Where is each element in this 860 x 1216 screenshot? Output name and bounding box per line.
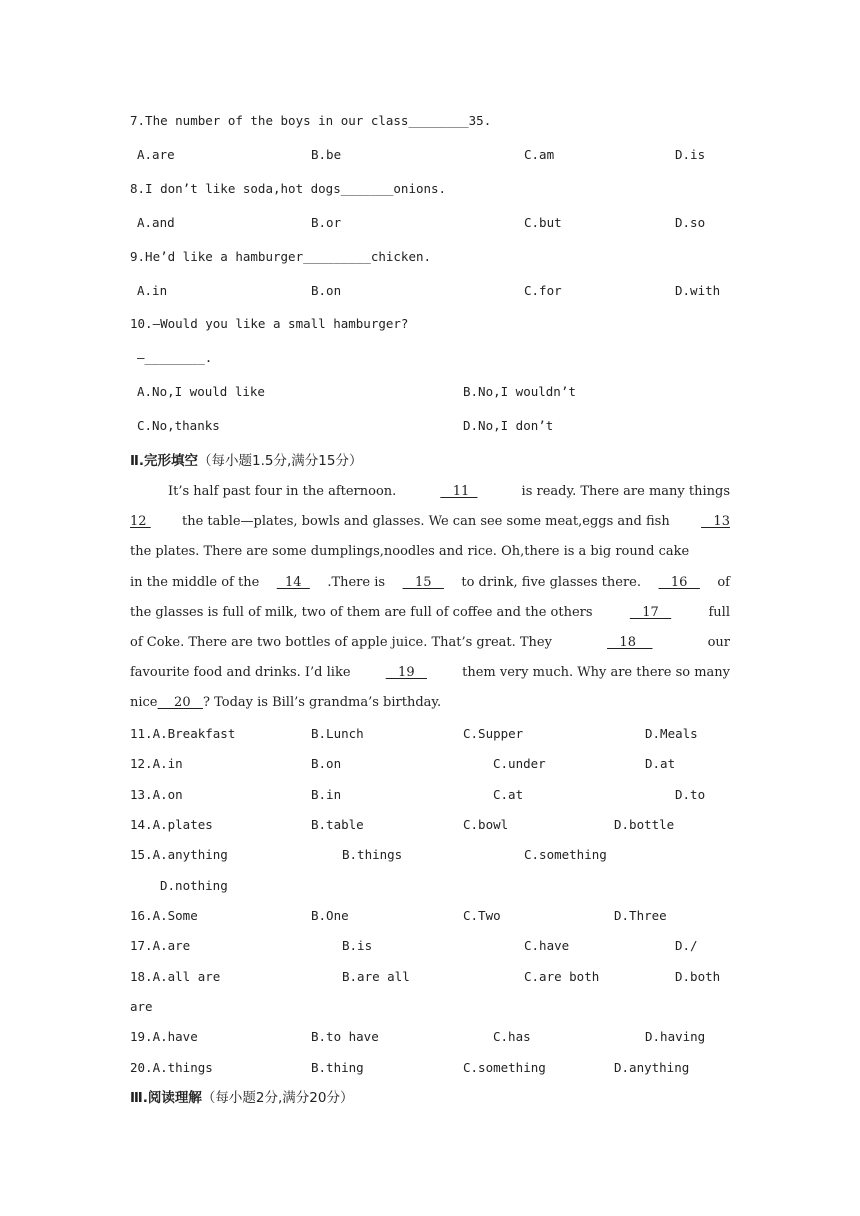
passage-text: the table—plates, bowls and glasses. We can see some meat,eggs and fish <box>181 514 670 530</box>
q11-option-b: B.Lunch <box>311 726 364 741</box>
q11-option-d: D.Meals <box>645 726 698 741</box>
q18-option-d-continued: are <box>130 999 153 1014</box>
q7-option-b: B.be <box>311 147 342 162</box>
passage-text: our <box>707 634 730 650</box>
q17-option-d: D./ <box>675 938 698 953</box>
q15-option-d: D.nothing <box>160 878 228 893</box>
passage-text: nice <box>130 695 158 711</box>
q20-option-c: C.something <box>463 1060 546 1075</box>
q9-option-b: B.on <box>311 283 342 298</box>
q19-option-b: B.to have <box>311 1029 379 1044</box>
section-3-heading <box>130 1090 353 1106</box>
q7-option-a: A.are <box>137 147 175 162</box>
q8-option-a: A.and <box>137 215 175 230</box>
q18-option-b: B.are all <box>342 969 410 984</box>
passage-text: ? Today is Bill’s grandma’s birthday. <box>202 695 442 711</box>
q19-option-d: D.having <box>645 1029 706 1044</box>
q14-option-d: D.bottle <box>614 817 675 832</box>
q12-option-a: 12.A.in <box>130 756 183 771</box>
passage-text: It’s half past four in the afternoon. <box>168 484 397 499</box>
blank-16: 16 <box>658 574 700 590</box>
section-3-number: Ⅲ. <box>130 1090 148 1106</box>
q10-option-a: A.No,I would like <box>137 384 265 399</box>
question-7-stem: 7.The number of the boys in our class________35. <box>130 113 492 128</box>
section-2-score: （每小题1.5分,满分15分） <box>198 453 363 469</box>
passage-line-3 <box>130 537 730 567</box>
passage-text: is ready. There are many things <box>521 484 730 499</box>
section-3-score: （每小题2分,满分20分） <box>201 1090 354 1106</box>
blank-17: 17 <box>629 604 672 620</box>
passage-text: the plates. There are some dumplings,noodles and rice. Oh,there is a big round cake <box>130 544 690 560</box>
q7-option-d: D.is <box>675 147 706 162</box>
q16-option-b: B.One <box>311 908 349 923</box>
q19-option-a: 19.A.have <box>130 1029 198 1044</box>
q13-option-c: C.at <box>493 787 524 802</box>
q18-option-c: C.are both <box>524 969 600 984</box>
question-9-stem: 9.He’d like a hamburger_________chicken. <box>130 249 432 264</box>
blank-11: 11 <box>440 484 478 499</box>
blank-14: 14 <box>276 574 310 590</box>
q12-option-b: B.on <box>311 756 342 771</box>
q13-option-a: 13.A.on <box>130 787 183 802</box>
blank-12: 12 <box>130 514 151 530</box>
blank-15: 15 <box>402 574 444 590</box>
q19-option-c: C.has <box>493 1029 531 1044</box>
q18-option-a: 18.A.all are <box>130 969 221 984</box>
blank-13: 13 <box>701 514 730 530</box>
passage-line-7 <box>130 658 730 688</box>
q9-option-a: A.in <box>137 283 168 298</box>
question-8-stem: 8.I don’t like soda,hot dogs_______onions. <box>130 181 447 196</box>
passage-text: the glasses is full of milk, two of them are full of coffee and the others <box>130 604 593 620</box>
q11-option-c: C.Supper <box>463 726 524 741</box>
cloze-passage <box>130 477 730 719</box>
passage-text: of Coke. There are two bottles of apple juice. That’s great. They <box>130 634 552 650</box>
q9-option-d: D.with <box>675 283 721 298</box>
passage-text: in the middle of the <box>130 574 260 590</box>
q20-option-a: 20.A.things <box>130 1060 213 1075</box>
question-10-stem: 10.—Would you like a small hamburger? <box>130 316 409 331</box>
blank-20: 20 <box>157 695 203 711</box>
q10-option-d: D.No,I don’t <box>463 418 554 433</box>
passage-text: of <box>717 574 730 590</box>
q14-option-a: 14.A.plates <box>130 817 213 832</box>
q8-option-c: C.but <box>524 215 562 230</box>
passage-line-2 <box>130 507 730 537</box>
passage-line-8 <box>130 688 730 718</box>
q8-option-d: D.so <box>675 215 706 230</box>
q20-option-b: B.thing <box>311 1060 364 1075</box>
q14-option-c: C.bowl <box>463 817 509 832</box>
q20-option-d: D.anything <box>614 1060 690 1075</box>
q18-option-d: D.both <box>675 969 721 984</box>
q16-option-d: D.Three <box>614 908 667 923</box>
q17-option-a: 17.A.are <box>130 938 191 953</box>
blank-19: 19 <box>385 665 427 681</box>
q13-option-d: D.to <box>675 787 706 802</box>
q10-option-c: C.No,thanks <box>137 418 220 433</box>
q14-option-b: B.table <box>311 817 364 832</box>
q15-option-a: 15.A.anything <box>130 847 228 862</box>
q12-option-d: D.at <box>645 756 676 771</box>
q12-option-c: C.under <box>493 756 546 771</box>
q13-option-b: B.in <box>311 787 342 802</box>
passage-text: favourite food and drinks. I’d like <box>130 665 351 681</box>
q8-option-b: B.or <box>311 215 342 230</box>
question-10-answer-line: —________. <box>137 350 213 365</box>
q16-option-a: 16.A.Some <box>130 908 198 923</box>
blank-18: 18 <box>607 634 653 650</box>
passage-text: .There is <box>327 574 386 590</box>
passage-line-5 <box>130 598 730 628</box>
passage-text: them very much. Why are there so many <box>462 665 730 681</box>
q15-option-b: B.things <box>342 847 403 862</box>
q17-option-c: C.have <box>524 938 570 953</box>
q17-option-b: B.is <box>342 938 373 953</box>
section-2-heading <box>130 453 362 469</box>
section-3-title: 阅读理解 <box>147 1090 202 1106</box>
q10-option-b: B.No,I wouldn’t <box>463 384 576 399</box>
passage-text: full <box>708 604 730 620</box>
q16-option-c: C.Two <box>463 908 501 923</box>
q11-option-a: 11.A.Breakfast <box>130 726 236 741</box>
passage-line-6 <box>130 628 730 658</box>
passage-line-1 <box>130 477 730 507</box>
q15-option-c: C.something <box>524 847 607 862</box>
passage-line-4 <box>130 568 730 598</box>
q9-option-c: C.for <box>524 283 562 298</box>
passage-text: to drink, five glasses there. <box>461 574 642 590</box>
q7-option-c: C.am <box>524 147 555 162</box>
section-2-number: Ⅱ. <box>130 453 145 469</box>
section-2-title: 完形填空 <box>144 453 199 469</box>
